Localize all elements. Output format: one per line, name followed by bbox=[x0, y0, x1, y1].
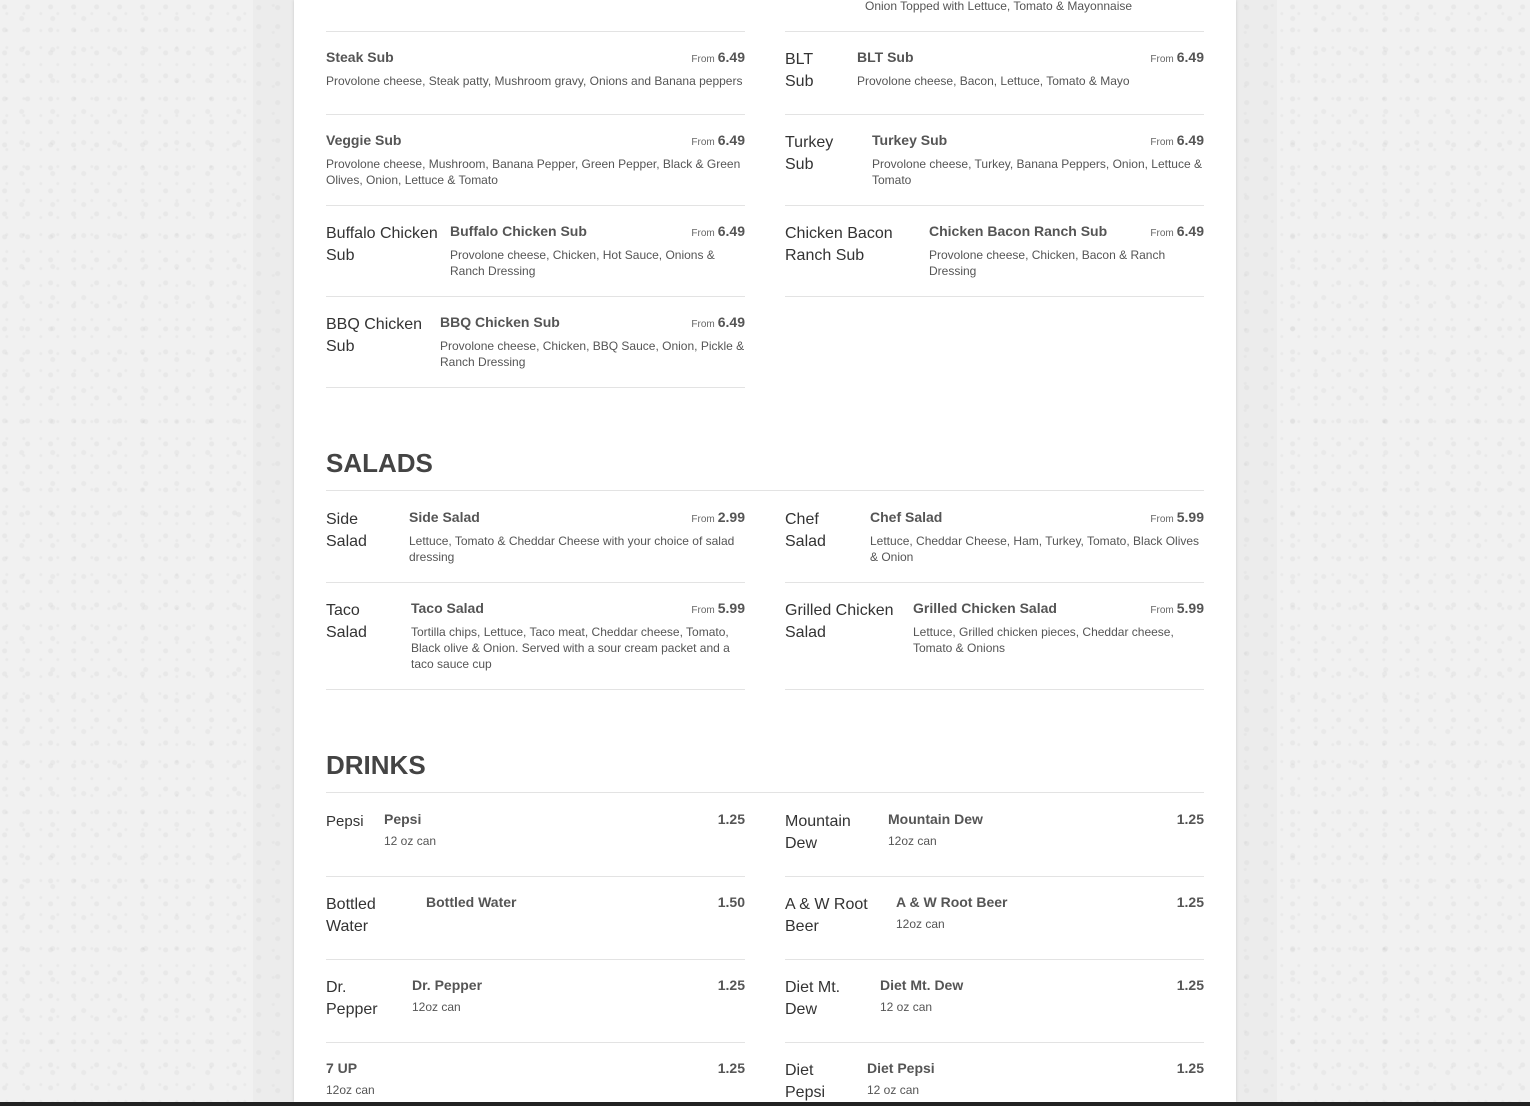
divider bbox=[326, 31, 745, 32]
from-label: From bbox=[1150, 514, 1174, 525]
divider bbox=[785, 296, 1204, 297]
item-name: Diet Mt. Dew bbox=[880, 977, 964, 993]
item-price bbox=[1150, 509, 1204, 528]
from-label: From bbox=[1150, 605, 1174, 616]
from-label: From bbox=[691, 228, 715, 239]
item-price bbox=[1150, 49, 1204, 68]
item-price bbox=[1150, 223, 1204, 242]
item-description: Provolone cheese, Chicken, Hot Sauce, Onions & Ranch Dressing bbox=[450, 248, 715, 278]
divider bbox=[326, 114, 745, 115]
price-value: 6.49 bbox=[1176, 49, 1204, 65]
item-description: 12oz can bbox=[888, 834, 937, 848]
item-price bbox=[691, 600, 745, 619]
item-description: Lettuce, Tomato & Cheddar Cheese with your choice of salad dressing bbox=[409, 534, 735, 564]
price-value: 6.49 bbox=[717, 314, 745, 330]
from-label: From bbox=[691, 137, 715, 148]
divider bbox=[326, 689, 745, 690]
item-name: Dr. Pepper bbox=[412, 977, 483, 993]
item-image-placeholder: Taco Salad bbox=[326, 602, 367, 641]
price-value: 6.49 bbox=[717, 223, 745, 239]
item-price: 1.25 bbox=[717, 1060, 745, 1076]
from-label: From bbox=[691, 319, 715, 330]
item-description: Lettuce, Cheddar Cheese, Ham, Turkey, Tomato, Black Olives & Onion bbox=[870, 534, 1200, 564]
item-price bbox=[691, 509, 745, 528]
item-description: 12 oz can bbox=[880, 1000, 933, 1014]
item-image-placeholder: Diet Pepsi bbox=[785, 1062, 826, 1101]
section-heading-salads: SALADS bbox=[326, 448, 433, 478]
item-name: Buffalo Chicken Sub bbox=[450, 223, 587, 239]
item-image-placeholder: BBQ Chicken Sub bbox=[326, 316, 423, 355]
from-label: From bbox=[1150, 228, 1174, 239]
item-description: 12oz can bbox=[326, 1083, 375, 1097]
from-label: From bbox=[1150, 137, 1174, 148]
item-description: Provolone cheese, Bacon, Lettuce, Tomato & Mayo bbox=[857, 74, 1130, 88]
item-image-placeholder: Turkey Sub bbox=[785, 134, 834, 173]
item-price bbox=[1150, 600, 1204, 619]
item-description: Lettuce, Grilled chicken pieces, Cheddar cheese, Tomato & Onions bbox=[913, 625, 1174, 655]
item-price bbox=[691, 314, 745, 333]
from-label: From bbox=[691, 514, 715, 525]
divider bbox=[326, 582, 745, 583]
item-description: Tortilla chips, Lettuce, Taco meat, Cheddar cheese, Tomato, Black olive & Onion. Served with a sour cream packet and a taco sauce cup bbox=[411, 625, 730, 671]
item-name: 7 UP bbox=[326, 1060, 358, 1076]
item-price bbox=[691, 132, 745, 151]
item-description: Provolone cheese, Chicken, Bacon & Ranch Dressing bbox=[929, 248, 1166, 278]
item-name: Taco Salad bbox=[411, 600, 484, 616]
item-name: Side Salad bbox=[409, 509, 480, 525]
item-image-placeholder: Mountain Dew bbox=[785, 813, 851, 852]
item-image-placeholder: Diet Mt. Dew bbox=[785, 979, 841, 1018]
item-image-placeholder: Pepsi bbox=[326, 813, 364, 830]
item-price: 1.25 bbox=[1176, 1060, 1204, 1076]
divider bbox=[326, 387, 745, 388]
section-divider bbox=[326, 792, 1204, 793]
price-value: 6.49 bbox=[717, 132, 745, 148]
item-price bbox=[1150, 132, 1204, 151]
price-value: 5.99 bbox=[717, 600, 745, 616]
item-description: 12oz can bbox=[896, 917, 945, 931]
item-image-placeholder: BLT Sub bbox=[785, 51, 814, 90]
price-value: 5.99 bbox=[1176, 509, 1204, 525]
price-value: 6.49 bbox=[1176, 132, 1204, 148]
item-description: 12 oz can bbox=[384, 834, 437, 848]
from-label: From bbox=[1150, 54, 1174, 65]
item-description: 12oz can bbox=[412, 1000, 461, 1014]
item-name: Mountain Dew bbox=[888, 811, 983, 827]
item-price: 1.25 bbox=[717, 811, 745, 827]
item-name: Chicken Bacon Ranch Sub bbox=[929, 223, 1108, 239]
item-name: A & W Root Beer bbox=[896, 894, 1008, 910]
item-name: Pepsi bbox=[384, 811, 422, 827]
item-image-placeholder: Grilled Chicken Salad bbox=[785, 602, 894, 641]
divider bbox=[785, 582, 1204, 583]
from-label: From bbox=[691, 54, 715, 65]
price-value: 6.49 bbox=[717, 49, 745, 65]
price-value: 6.49 bbox=[1176, 223, 1204, 239]
divider bbox=[326, 296, 745, 297]
partial-item-description: Onion Topped with Lettuce, Tomato & Mayonnaise bbox=[865, 0, 1133, 13]
item-description: Provolone cheese, Turkey, Banana Peppers, Onion, Lettuce & Tomato bbox=[872, 157, 1202, 187]
item-description: Provolone cheese, Chicken, BBQ Sauce, Onion, Pickle & Ranch Dressing bbox=[440, 339, 745, 369]
item-price bbox=[691, 49, 745, 68]
item-name: Chef Salad bbox=[870, 509, 943, 525]
item-description: Provolone cheese, Mushroom, Banana Pepper, Green Pepper, Black & Green Olives, Onion, Lettuce & Tomato bbox=[326, 157, 741, 187]
item-price: 1.25 bbox=[717, 977, 745, 993]
divider bbox=[785, 689, 1204, 690]
item-price: 1.25 bbox=[1176, 977, 1204, 993]
item-image-placeholder: A & W Root Beer bbox=[785, 896, 868, 935]
divider bbox=[785, 205, 1204, 206]
item-image-placeholder: Chef Salad bbox=[785, 511, 826, 550]
divider bbox=[785, 31, 1204, 32]
section-heading-drinks: DRINKS bbox=[326, 750, 426, 780]
item-name: Grilled Chicken Salad bbox=[913, 600, 1057, 616]
price-value: 5.99 bbox=[1176, 600, 1204, 616]
divider bbox=[785, 876, 1204, 877]
item-name: Bottled Water bbox=[426, 894, 517, 910]
item-name: Turkey Sub bbox=[872, 132, 948, 148]
item-name: Steak Sub bbox=[326, 49, 394, 65]
item-name: Veggie Sub bbox=[326, 132, 402, 148]
price-value: 2.99 bbox=[717, 509, 745, 525]
item-image-placeholder: Side Salad bbox=[326, 511, 367, 550]
item-image-placeholder: Dr. Pepper bbox=[326, 979, 378, 1018]
item-price bbox=[691, 223, 745, 242]
divider bbox=[326, 1042, 745, 1043]
item-name: Diet Pepsi bbox=[867, 1060, 935, 1076]
from-label: From bbox=[691, 605, 715, 616]
item-description: Provolone cheese, Steak patty, Mushroom gravy, Onions and Banana peppers bbox=[326, 74, 743, 88]
item-name: BLT Sub bbox=[857, 49, 914, 65]
bottom-bar bbox=[0, 1102, 1530, 1106]
divider bbox=[785, 959, 1204, 960]
divider bbox=[326, 205, 745, 206]
divider bbox=[785, 114, 1204, 115]
item-price: 1.25 bbox=[1176, 811, 1204, 827]
divider bbox=[785, 1042, 1204, 1043]
item-description: 12 oz can bbox=[867, 1083, 920, 1097]
item-image-placeholder: Chicken Bacon Ranch Sub bbox=[785, 225, 893, 264]
item-name: BBQ Chicken Sub bbox=[440, 314, 560, 330]
item-image-placeholder: Bottled Water bbox=[326, 896, 376, 935]
divider bbox=[326, 876, 745, 877]
item-price: 1.25 bbox=[1176, 894, 1204, 910]
divider bbox=[326, 959, 745, 960]
item-image-placeholder: Buffalo Chicken Sub bbox=[326, 225, 438, 264]
item-price: 1.50 bbox=[717, 894, 745, 910]
section-divider bbox=[326, 490, 1204, 491]
